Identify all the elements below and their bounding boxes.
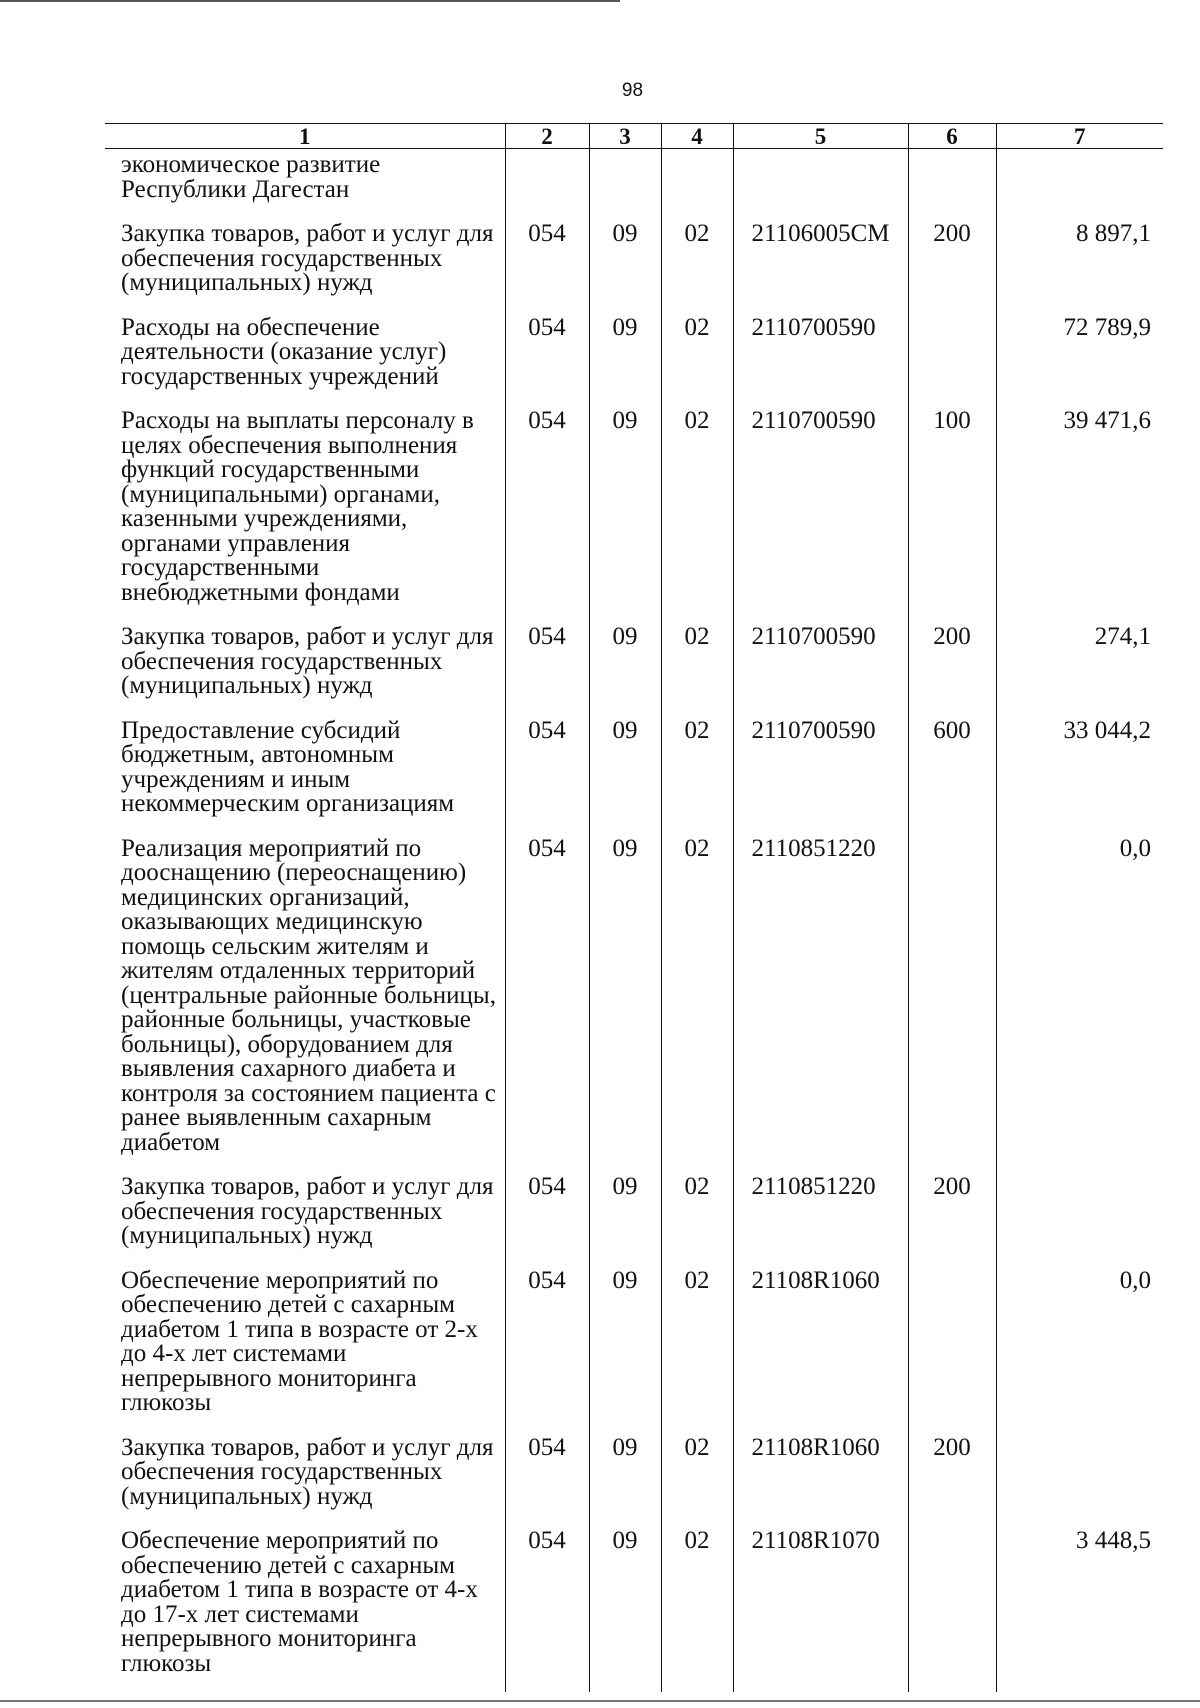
row-target-item: 2110700590	[733, 310, 908, 404]
header-row	[105, 124, 1163, 149]
column-header-3: 3	[589, 124, 661, 149]
table-row	[105, 619, 1163, 713]
row-subsection: 02	[661, 1430, 733, 1524]
top-scan-rule	[0, 0, 620, 2]
row-ministry: 054	[505, 216, 589, 310]
column-header-5: 5	[733, 124, 908, 149]
row-amount: 274,1	[996, 619, 1163, 713]
row-ministry: 054	[505, 310, 589, 404]
row-ministry: 054	[505, 1430, 589, 1524]
row-expense-type: 600	[908, 713, 996, 831]
row-ministry: 054	[505, 1169, 589, 1263]
table-row	[105, 831, 1163, 1170]
row-section: 09	[589, 310, 661, 404]
row-ministry: 054	[505, 619, 589, 713]
table-row	[105, 310, 1163, 404]
page-number: 98	[621, 80, 644, 101]
table-row	[105, 216, 1163, 310]
row-name: Закупка товаров, работ и услуг для обеспечения государственных (муниципальных) нужд	[121, 1173, 494, 1249]
row-section: 09	[589, 1523, 661, 1692]
row-expense-type	[908, 831, 996, 1170]
row-subsection: 02	[661, 310, 733, 404]
row-target-item: 21106005CM	[733, 216, 908, 310]
row-amount: 33 044,2	[996, 713, 1163, 831]
row-amount: 39 471,6	[996, 403, 1163, 619]
bottom-scan-rule	[0, 1700, 1200, 1702]
row-subsection: 02	[661, 713, 733, 831]
row-expense-type: 200	[908, 1430, 996, 1524]
row-section: 09	[589, 403, 661, 619]
row-section: 09	[589, 619, 661, 713]
row-section: 09	[589, 1263, 661, 1430]
row-section: 09	[589, 216, 661, 310]
column-header-1: 1	[105, 124, 505, 149]
row-ministry: 054	[505, 403, 589, 619]
row-ministry: 054	[505, 713, 589, 831]
table-row	[105, 713, 1163, 831]
row-section: 09	[589, 1430, 661, 1524]
row-name: Обеспечение мероприятий по обеспечению детей с сахарным диабетом 1 типа в возрасте от 4-х до 17-х лет системами непрерывного мониторинга глюкозы	[121, 1527, 478, 1677]
row-section: 09	[589, 713, 661, 831]
row-name: экономическое развитие Республики Дагестан	[121, 151, 381, 203]
row-subsection: 02	[661, 1263, 733, 1430]
row-subsection: 02	[661, 1169, 733, 1263]
column-header-4: 4	[661, 124, 733, 149]
row-subsection: 02	[661, 831, 733, 1170]
row-expense-type	[908, 1263, 996, 1430]
row-subsection: 02	[661, 619, 733, 713]
row-amount: 0,0	[996, 1263, 1163, 1430]
table-header	[105, 124, 1163, 149]
table-row	[105, 1169, 1163, 1263]
row-expense-type	[908, 310, 996, 404]
row-section: 09	[589, 1169, 661, 1263]
row-target-item: 21108R1060	[733, 1263, 908, 1430]
row-subsection: 02	[661, 403, 733, 619]
row-name: Расходы на обеспечение деятельности (оказание услуг) государственных учреждений	[121, 313, 447, 390]
table-row	[105, 1263, 1163, 1430]
row-amount	[996, 1169, 1163, 1263]
row-amount	[996, 149, 1163, 217]
row-name: Обеспечение мероприятий по обеспечению детей с сахарным диабетом 1 типа в возрасте от 2-х до 4-х лет системами непрерывного мониторинга глюкозы	[121, 1266, 478, 1416]
row-target-item: 21108R1060	[733, 1430, 908, 1524]
row-amount: 8 897,1	[996, 216, 1163, 310]
table-row	[105, 1523, 1163, 1692]
row-name: Закупка товаров, работ и услуг для обеспечения государственных (муниципальных) нужд	[121, 623, 494, 699]
row-amount	[996, 1430, 1163, 1524]
row-section: 09	[589, 831, 661, 1170]
row-target-item: 2110700590	[733, 619, 908, 713]
row-target-item: 21108R1070	[733, 1523, 908, 1692]
row-amount: 3 448,5	[996, 1523, 1163, 1692]
row-expense-type: 200	[908, 216, 996, 310]
row-subsection: 02	[661, 1523, 733, 1692]
table-body	[105, 149, 1163, 1693]
table-row	[105, 149, 1163, 217]
row-subsection: 02	[661, 216, 733, 310]
row-expense-type	[908, 149, 996, 217]
row-target-item: 2110851220	[733, 831, 908, 1170]
row-expense-type: 200	[908, 1169, 996, 1263]
column-header-6: 6	[908, 124, 996, 149]
row-amount: 0,0	[996, 831, 1163, 1170]
budget-table	[105, 123, 1163, 1692]
row-section	[589, 149, 661, 217]
row-expense-type	[908, 1523, 996, 1692]
row-ministry: 054	[505, 1263, 589, 1430]
row-name: Предоставление субсидий бюджетным, автономным учреждениям и иным некоммерческим организациям	[121, 716, 455, 817]
row-target-item: 2110700590	[733, 713, 908, 831]
table-row	[105, 403, 1163, 619]
row-name: Реализация мероприятий по дооснащению (переоснащению) медицинских организаций, оказывающих медицинскую помощь сельским жителям и жителям отдаленных территорий (центральные районные больницы, районные больницы, участковые больницы), оборудованием для выявления сахарного диабета и контроля за состоянием пациента с ранее выявленным сахарным диабетом	[121, 834, 496, 1156]
column-header-2: 2	[505, 124, 589, 149]
row-target-item	[733, 149, 908, 217]
row-target-item: 2110700590	[733, 403, 908, 619]
row-name: Расходы на выплаты персоналу в целях обеспечения выполнения функций государственными (муниципальными) органами, казенными учреждениями, органами управления государственными внебюджетными фондами	[121, 407, 474, 606]
row-amount: 72 789,9	[996, 310, 1163, 404]
row-ministry: 054	[505, 831, 589, 1170]
column-header-7: 7	[996, 124, 1163, 149]
row-subsection	[661, 149, 733, 217]
row-ministry	[505, 149, 589, 217]
row-expense-type: 200	[908, 619, 996, 713]
row-expense-type: 100	[908, 403, 996, 619]
row-ministry: 054	[505, 1523, 589, 1692]
row-name: Закупка товаров, работ и услуг для обеспечения государственных (муниципальных) нужд	[121, 220, 494, 296]
table-row	[105, 1430, 1163, 1524]
row-target-item: 2110851220	[733, 1169, 908, 1263]
row-name: Закупка товаров, работ и услуг для обеспечения государственных (муниципальных) нужд	[121, 1433, 494, 1510]
